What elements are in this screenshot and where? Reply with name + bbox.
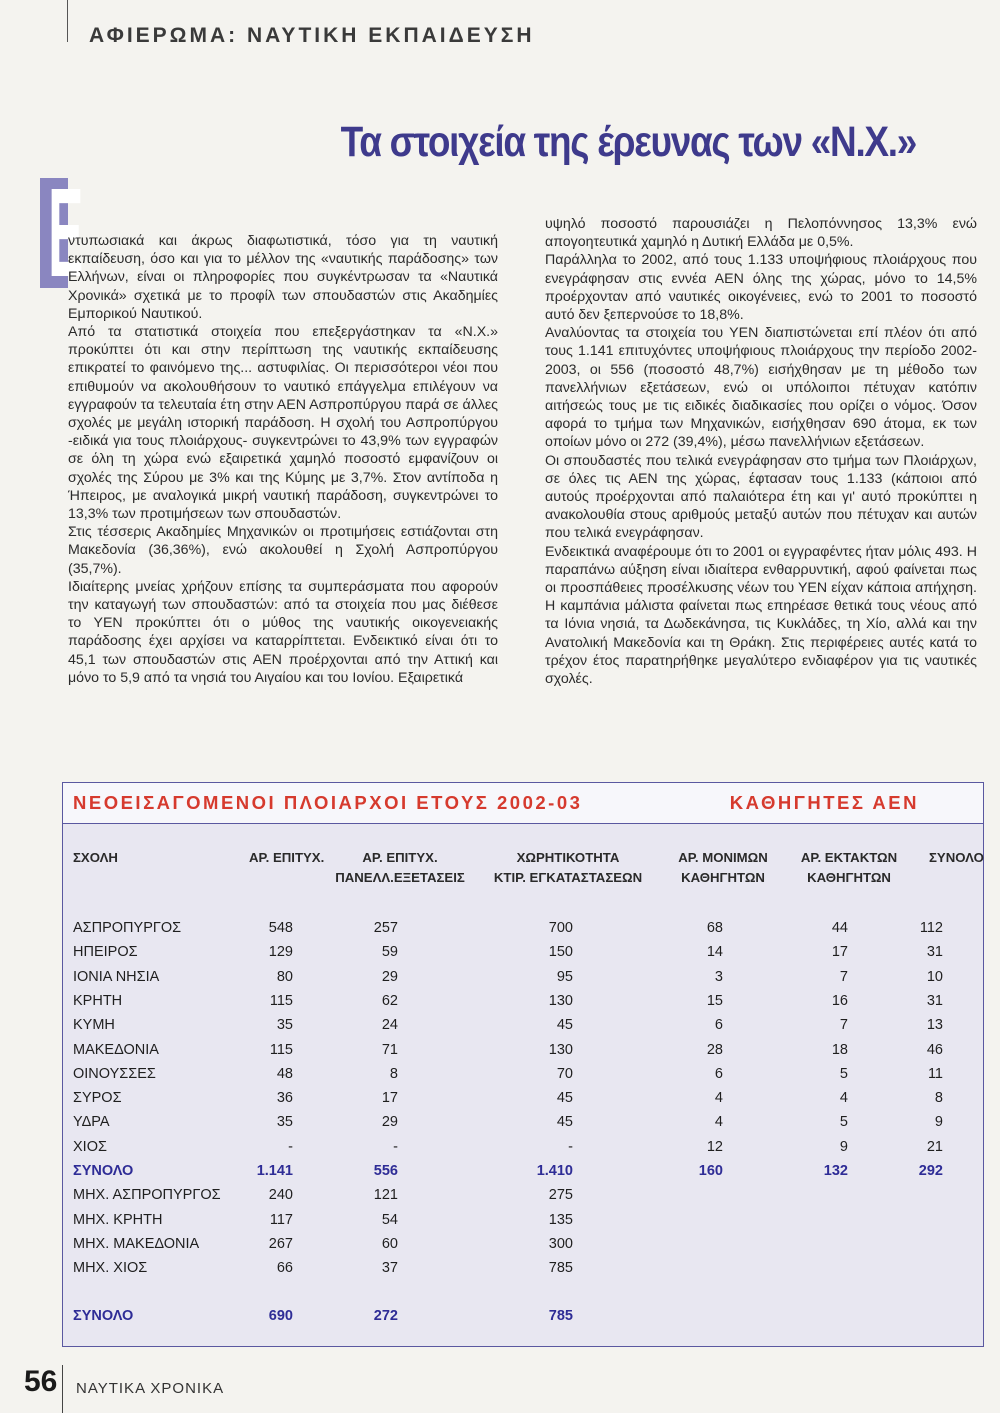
row-value: 44 [831,920,848,936]
row-value: 272 [373,1308,398,1324]
row-value: 115 [269,1041,293,1058]
row-value: 12 [706,1138,723,1155]
row-label: ΣΥΝΟΛΟ [73,1308,134,1324]
table-row [63,1139,983,1163]
row-value: 1.410 [536,1163,573,1179]
row-value: 129 [268,944,293,961]
col-header-capacity: ΧΩΡΗΤΙΚΟΤΗΤΑ ΚΤΙΡ. ΕΓΚΑΤΑΣΤΑΣΕΩΝ [493,850,643,885]
paragraph: Οι σπουδαστές που τελικά ενεγράφησαν στο τμήμα των Πλοιάρχων, σε όλες τις ΑΕΝ της χώρας, έφτασαν τους 1.133 (κάποιοι από αυτούς προέρχονται από παλαιότερα έτη και γι' αυτό προκύπτει η ανακολουθία στους αριθμούς μεταξύ αυτών που πέτυχαν και αυτών που τελικά ενεγράφησαν. [545,452,977,542]
row-value: 13 [926,1017,943,1034]
row-label: ΗΠΕΙΡΟΣ [73,944,138,961]
row-value: 28 [706,1041,723,1058]
table-row [63,920,983,944]
row-value: 5 [839,1065,848,1082]
row-value: 48 [276,1065,293,1082]
row-value: 548 [268,920,293,936]
row-value: 130 [548,992,573,1009]
row-value: 6 [714,1017,723,1034]
row-label: ΜΗΧ. ΜΑΚΕΔΟΝΙΑ [73,1235,200,1252]
paragraph: Ενδεικτικά αναφέρουμε ότι το 2001 οι εγγραφέντες ήταν μόλις 493. Η παραπάνω αύξηση είναι ιδιαίτερα ενθαρρυντική, αφού φαίνεται πως οι προσπάθειες προσέλκυσης νέων του ΥΕΝ είχαν κάποια απήχηση. Η καμπάνια μάλιστα φαίνεται πως επηρέασε θετικά τους νέους από τα Ιόνια νησιά, τα Δωδεκάνησα, τις Κυκλάδες, τη Χίο, αλλά και την Ανατολική Μακεδονία και τη Θράκη. Στις περιφέρειες αυτές κατά το τρέχον έτος παρατηρήθηκε μεγαλύτερο ενδιαφέρον για τις ναυτικές σχολές. [545,543,977,688]
row-value: 10 [926,968,943,985]
row-value: 36 [276,1090,293,1107]
table-title-right: ΚΑΘΗΓΗΤΕΣ ΑΕΝ [729,792,919,813]
row-value: 45 [556,1017,573,1034]
row-label: ΜΑΚΕΔΟΝΙΑ [73,1041,159,1058]
row-value: 16 [831,992,848,1009]
page-number: 56 [24,1365,58,1398]
paragraph: Παράλληλα το 2002, από τους 1.133 υποψήφιους πλοιάρχους που ενεγράφησαν στις εννέα ΑΕΝ όλης της χώρας, μόνο το 14,5% προέρχονταν από ναυτικές οικογένειες, ενώ το 2001 το ποσοστό αυτό δεν ξεπερνούσε το 18,8%. [545,252,977,324]
table-row [63,1090,983,1114]
paragraph: ντυπωσιακά και άκρως διαφωτιστικά, τόσο για τη ναυτική εκπαίδευση, όσο και για το μέλλον της «ναυτικής παράδοσης» των Ελλήνων, είναι οι πληροφορίες που συγκέντρωσαν τα «Ναυτικά Χρονικά» σχετικά με το προφίλ των σπουδαστών στις Ακαδημίες Εμπορικού Ναυτικού. [68,233,498,322]
row-value: 15 [706,992,723,1009]
table-row [63,1236,983,1260]
row-value: 11 [927,1065,943,1082]
row-value: 115 [269,992,293,1009]
table-row [63,1260,983,1284]
row-value: 4 [839,1090,848,1107]
row-value: 4 [714,1114,723,1131]
table-row [63,944,983,968]
footer-rule [62,1365,63,1413]
row-value: 35 [276,1114,293,1131]
row-value: 59 [381,944,398,961]
paragraph: Στις τέσσερις Ακαδημίες Μηχανικών οι προτιμήσεις εστιάζονται στη Μακεδονία (36,36%), ενώ ακολουθεί η Σχολή Ασπροπύργου (35,7%). [68,524,498,577]
row-value: 95 [556,968,573,985]
row-value: 785 [548,1260,573,1277]
row-value: 785 [548,1308,573,1324]
col-header-permanent: ΑΡ. ΜΟΝΙΜΩΝ ΚΑΘΗΓΗΤΩΝ [678,850,768,885]
row-value: 121 [373,1187,398,1204]
row-value: 8 [934,1090,943,1107]
paragraph: υψηλό ποσοστό παρουσιάζει η Πελοπόννησος 13,3% ενώ απογοητευτικά χαμηλό η Δυτική Ελλάδα με 0,5%. [545,216,977,251]
row-value: 31 [926,944,943,961]
col-header-school: ΣΧΟΛΗ [73,850,118,865]
row-value: 700 [548,920,573,936]
row-value: 45 [556,1114,573,1131]
col-header-total: ΣΥΝΟΛΟ [929,850,984,865]
col-header-contract: ΑΡ. ΕΚΤΑΚΤΩΝ ΚΑΘΗΓΗΤΩΝ [800,850,898,885]
row-value: 257 [373,920,398,936]
row-value: 4 [714,1090,723,1107]
row-value: 71 [381,1041,398,1058]
row-value: 35 [276,1017,293,1034]
row-value: 17 [831,944,848,961]
row-value: 54 [381,1211,398,1228]
row-value: 14 [706,944,723,961]
table-title: ΝΕΟΕΙΣΑΓΟΜΕΝΟΙ ΠΛΟΙΑΡΧΟΙ ΕΤΟΥΣ 2002-03 [73,792,583,813]
row-label: ΑΣΠΡΟΠΥΡΓΟΣ [73,920,182,936]
table-row [63,1212,983,1236]
row-label: ΜΗΧ. ΧΙΟΣ [73,1260,148,1277]
row-value: 24 [381,1017,398,1034]
row-value: 690 [268,1308,293,1324]
row-value: 6 [714,1065,723,1082]
row-value: 9 [839,1138,848,1155]
table-row [63,1017,983,1041]
row-value: 29 [381,968,398,985]
row-label: ΙΟΝΙΑ ΝΗΣΙΑ [73,968,160,985]
table-row [63,1042,983,1066]
row-value: 21 [926,1138,943,1155]
table-row [63,1187,983,1211]
row-label: ΥΔΡΑ [73,1114,110,1131]
row-value: 46 [926,1041,943,1058]
row-value: 112 [919,920,943,936]
article-title: Τα στοιχεία της έρευνας των «Ν.Χ.» [340,118,916,166]
col-header-panhellenic: ΑΡ. ΕΠΙΤΥΧ. ΠΑΝΕΛΛ.ΕΞΕΤΑΣΕΙΣ [335,850,465,885]
row-value: 18 [831,1041,848,1058]
row-value: 130 [548,1041,573,1058]
row-value: 7 [839,968,848,985]
row-value: 300 [548,1235,573,1252]
row-value: 3 [714,968,723,985]
table-row [63,1114,983,1138]
row-label: ΟΙΝΟΥΣΣΕΣ [73,1065,156,1082]
row-value: 1.141 [256,1163,293,1179]
row-value: 267 [268,1235,293,1252]
row-label: ΚΥΜΗ [73,1017,115,1034]
row-value: 8 [389,1065,398,1082]
row-label: ΚΡΗΤΗ [73,992,123,1009]
row-value: 240 [268,1187,293,1204]
row-label: ΣΥΝΟΛΟ [73,1163,134,1179]
row-value: 7 [839,1017,848,1034]
row-value: 70 [556,1065,573,1082]
row-label: ΧΙΟΣ [73,1138,107,1155]
row-value: 132 [823,1163,848,1179]
row-value: 37 [381,1260,398,1277]
row-value: - [393,1138,398,1155]
row-value: 117 [269,1211,293,1228]
table-total-row [63,1163,983,1187]
magazine-name: ΝΑΥΤΙΚΑ ΧΡΟΝΙΚΑ [76,1380,225,1397]
header-rule [67,0,68,42]
drop-cap: Ε [40,178,68,288]
row-value: 292 [918,1163,943,1179]
paragraph: Ιδιαίτερης μνείας χρήζουν επίσης τα συμπεράσματα που αφορούν την καταγωγή των σπουδαστών: από τα στοιχεία που μας διέθεσε το ΥΕΝ προκύπτει ότι ο μύθος της ναυτικής οικογενειακής παράδοσης έχει αρχίσει να καταρρίπτεται. Ενδεικτικό είναι ότι το 45,1 των σπουδαστών στις ΑΕΝ προέρχονται από την Αττική και μόνο το 5,9 από τα νησιά του Αιγαίου και του Ιονίου. Εξαιρετικά [68,578,498,686]
row-value: 150 [548,944,573,961]
row-label: ΜΗΧ. ΚΡΗΤΗ [73,1211,163,1228]
row-value: 60 [381,1235,398,1252]
row-value: 62 [381,992,398,1009]
row-value: 17 [381,1090,398,1107]
row-value: 275 [548,1187,573,1204]
row-value: 68 [706,920,723,936]
table-row [63,993,983,1017]
row-label: ΣΥΡΟΣ [73,1090,122,1107]
paragraph: Αναλύοντας τα στοιχεία του ΥΕΝ διαπιστώνεται επί πλέον ότι από τους 1.141 επιτυχόντες υποψήφιους πλοιάρχους την περίοδο 2002-2003, οι 556 (ποσοστό 48,7%) εισήχθησαν με τη μέθοδο των πανελλήνιων εξετάσεων, ενώ οι υπόλοιποι πέτυχαν κατόπιν αιτήσεώς τους με τις ειδικές διαδικασίες που ορίζει ο νόμος. Όσον αφορά το τμήμα των Μηχανικών, εισήχθησαν 690 άτομα, εκ των οποίων μόνο οι 272 (39,4%), μέσω πανελλήνιων εξετάσεων. [545,325,977,451]
row-value: 66 [276,1260,293,1277]
row-value: - [568,1138,573,1155]
table-header-bar [63,783,983,824]
row-value: 5 [839,1114,848,1131]
row-value: 80 [276,968,293,985]
section-label: ΑΦΙΕΡΩΜΑ: ΝΑΥΤΙΚΗ ΕΚΠΑΙΔΕΥΣΗ [89,24,535,47]
row-value: 31 [926,992,943,1009]
table-total-row [63,1308,983,1332]
row-label: ΜΗΧ. ΑΣΠΡΟΠΥΡΓΟΣ [73,1187,221,1204]
statistics-table [62,782,984,1347]
col-header-successful: ΑΡ. ΕΠΙΤΥΧ. [249,850,325,865]
paragraph: Από τα στατιστικά στοιχεία που επεξεργάστηκαν τα «Ν.Χ.» προκύπτει ότι και στην περίπτωση της ναυτικής εκπαίδευσης επικρατεί το φαινόμενο της... αστυφιλίας. Οι περισσότεροι νέοι που επιθυμούν να ακολουθήσουν το ναυτικό επάγγελμα επιλέγουν να εγγραφούν τα τελευταία έτη στην ΑΕΝ Ασπροπύργου παρά σε άλλες σχολές με μεγάλη ιστορική παράδοση. Η σχολή του Ασπροπύργου -ειδικά για τους πλοιάρχους- συγκεντρώνει το 43,9% των εγγραφών σε όλη τη χώρα ενώ εξαιρετικά χαμηλό ποσοστό εμφανίζουν οι σχολές της Σύρου με 3% και της Κύμης με 3,7%. Στον αντίποδα η Ήπειρος, με αναλογικά μικρή ναυτική παράδοση, συγκεντρώνει το 13,3% των προτιμήσεων των σπουδαστών. [68,324,498,523]
row-value: 556 [373,1163,398,1179]
table-row [63,1066,983,1090]
row-value: 9 [934,1114,943,1131]
row-value: 45 [556,1090,573,1107]
table-row [63,969,983,993]
row-value: 135 [548,1211,573,1228]
article-column-right [545,215,977,688]
article-column-left [68,232,498,687]
row-value: - [288,1138,293,1155]
row-value: 29 [381,1114,398,1131]
row-value: 160 [698,1163,723,1179]
